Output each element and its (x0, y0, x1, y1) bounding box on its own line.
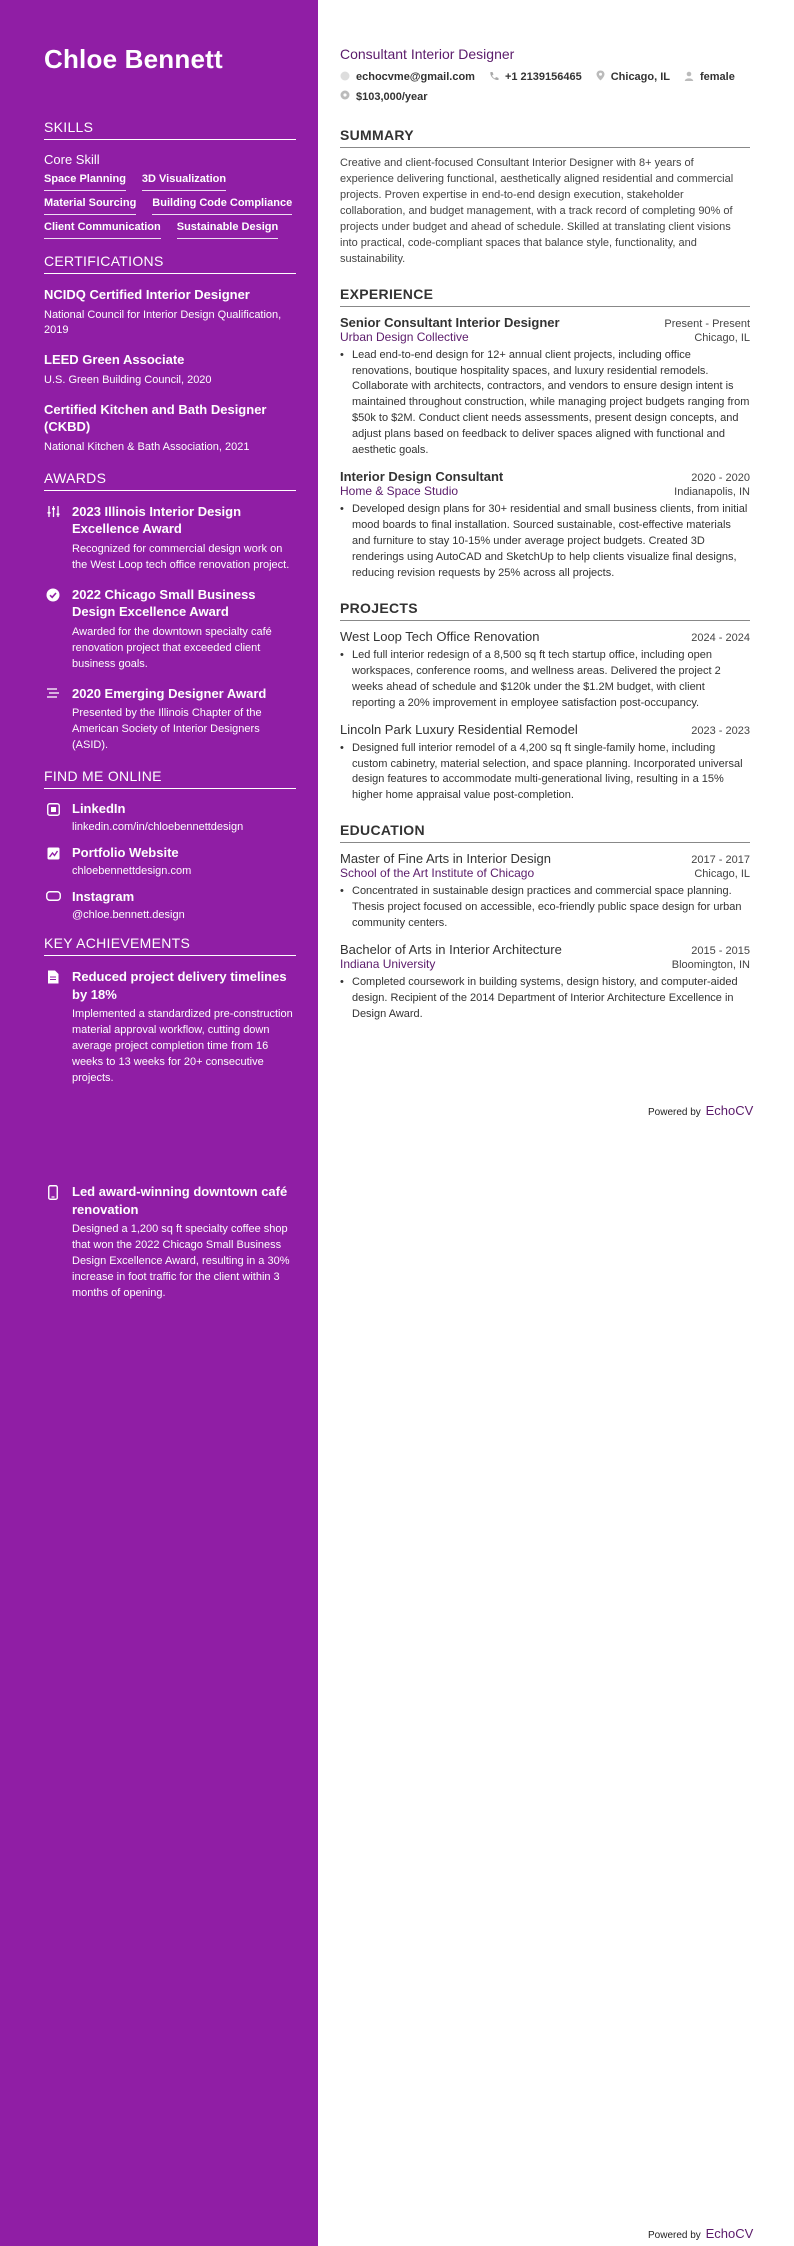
project-item (340, 722, 750, 805)
experience-description: • Developed design plans for 30+ residential and small business clients, from initial mood boards to final installation. Sourced sustainable, cost-effective materials and furniture to stay 10-15% under average project budgets. Created 3D renderings using AutoCAD and SketchUp to help clients visualize final designs, reducing revision requests by 25% across all projects. (340, 502, 750, 582)
award-description: Presented by the Illinois Chapter of the American Society of Interior Designers (ASID). (72, 707, 262, 752)
contact-phone-text: +1 2139156465 (504, 71, 582, 83)
education-location: Chicago, IL (694, 868, 750, 881)
skill-tag: 3D Visualization (142, 173, 226, 191)
certification-org: National Council for Interior Design Qualification, 2019 (44, 308, 282, 337)
check-circle-icon (44, 586, 62, 673)
project-item (340, 629, 750, 712)
project-dates: 2024 - 2024 (691, 631, 750, 644)
experience-location: Indianapolis, IN (674, 486, 750, 499)
location-pin-icon (596, 70, 605, 84)
sliders-icon (44, 503, 62, 574)
project-name: West Loop Tech Office Renovation (340, 628, 540, 644)
contact-gender-text: female (700, 71, 735, 83)
skill-tag: Client Communication (44, 221, 161, 239)
experience-company: Urban Design Collective (340, 329, 469, 344)
certification-org: U.S. Green Building Council, 2020 (44, 373, 212, 386)
main-content (340, 46, 750, 1041)
award-title: 2022 Chicago Small Business Design Excellence Award (72, 586, 256, 620)
echocv-brand[interactable]: EchoCV (705, 1103, 754, 1118)
education-school: School of the Art Institute of Chicago (340, 866, 535, 881)
achievement-item (44, 968, 296, 1087)
online-link-label: Portfolio Website (72, 845, 179, 861)
online-link-label: Instagram (72, 889, 135, 905)
sidebar (0, 0, 318, 2246)
project-description: • Led full interior redesign of a 8,500 sq ft tech startup office, including open workspaces, conference rooms, and wellness areas. Delivered the project 2 weeks ahead of schedule and $120k under the $1.2M budget, with client reporting a 20% improvement in employee satisfaction post-occupancy. (340, 648, 750, 712)
contact-location (596, 70, 670, 84)
experience-dates: Present - Present (664, 317, 750, 330)
skill-tag: Space Planning (44, 173, 126, 191)
achievement-description: Implemented a standardized pre-construction material approval workflow, cutting down average project completion time from 16 weeks to 13 weeks for 20+ consecutive projects. (72, 1008, 293, 1085)
linkedin-icon (44, 801, 62, 833)
portfolio-icon (44, 845, 62, 877)
award-description: Recognized for commercial design work on the West Loop tech office renovation project. (72, 543, 290, 571)
certification-item (44, 286, 296, 339)
education-dates: 2015 - 2015 (691, 945, 750, 958)
email-icon (340, 71, 350, 84)
education-description: • Completed coursework in building systems, design history, and computer-aided design. Recipient of the 2014 Department of Interior Architecture Excellence in Design Award. (340, 975, 750, 1023)
projects-heading: PROJECTS (340, 600, 750, 621)
project-name: Lincoln Park Luxury Residential Remodel (340, 721, 578, 737)
contact-salary (340, 90, 428, 103)
certifications-section (44, 253, 296, 456)
education-section (340, 822, 750, 1023)
summary-section (340, 127, 750, 268)
certification-item (44, 401, 296, 456)
education-description: • Concentrated in sustainable design practices and commercial space planning. Thesis project focused on accessible, eco-friendly public space design for urban community centers. (340, 884, 750, 932)
powered-by-footer (648, 1103, 753, 1118)
online-link-instagram[interactable] (44, 889, 296, 921)
contact-salary-text: $103,000/year (356, 90, 428, 103)
awards-section (44, 470, 296, 754)
online-link-linkedin[interactable] (44, 801, 296, 833)
person-icon (684, 71, 694, 84)
certification-name: Certified Kitchen and Bath Designer (CKBD) (44, 401, 267, 435)
experience-role: Interior Design Consultant (340, 469, 504, 485)
experience-description: • Lead end-to-end design for 12+ annual client projects, including office renovations, boutique hospitality spaces, and luxury residential remodels. Collaborate with architects, contractors, and vendors to ensure design intent is maintained throughout construction, while managing project budgets ranging from $50k to $2M. Conduct client needs assessments, present design concepts, and adjust plans based on feedback to deliver spaces aligned with functional and aesthetic goals. (340, 348, 750, 460)
online-section (44, 768, 296, 921)
contact-email[interactable] (340, 70, 475, 84)
project-dates: 2023 - 2023 (691, 724, 750, 737)
education-location: Bloomington, IN (671, 959, 750, 972)
experience-role: Senior Consultant Interior Designer (340, 314, 560, 330)
candidate-name: Chloe Bennett (44, 44, 223, 74)
experience-company: Home & Space Studio (340, 484, 459, 499)
projects-section (340, 600, 750, 805)
award-title: 2020 Emerging Designer Award (72, 685, 267, 701)
online-link-url[interactable]: @chloe.bennett.design (72, 909, 185, 922)
contact-bar (340, 70, 750, 103)
award-item (44, 503, 296, 574)
skill-group-label: Core Skill (44, 152, 100, 167)
achievement-description: Designed a 1,200 sq ft specialty coffee shop that won the 2022 Chicago Small Business Design Excellence Award, resulting in a 30% increase in foot traffic for the client within 3 months of opening. (72, 1223, 290, 1299)
project-description: • Designed full interior remodel of a 4,200 sq ft single-family home, including custom cabinetry, material selection, and space planning. Incorporated universal design features to accommodate multi-generational living, resulting in a 15% higher home appraisal value post-completion. (340, 741, 750, 805)
contact-gender (684, 70, 735, 84)
education-item (340, 851, 750, 932)
job-title: Consultant Interior Designer (340, 46, 515, 62)
summary-heading: SUMMARY (340, 127, 750, 148)
mobile-icon (44, 1183, 62, 1302)
skill-tags (44, 173, 296, 239)
document-icon (44, 968, 62, 1087)
powered-by-label: Powered by (648, 2230, 701, 2241)
education-item (340, 942, 750, 1023)
contact-location-text: Chicago, IL (610, 71, 670, 83)
education-school: Indiana University (340, 957, 436, 972)
education-degree: Master of Fine Arts in Interior Design (340, 851, 551, 867)
online-link-label: LinkedIn (72, 801, 126, 817)
experience-item (340, 469, 750, 582)
achievement-item (44, 1183, 296, 1302)
phone-icon (489, 71, 499, 84)
award-title: 2023 Illinois Interior Design Excellence Award (72, 503, 242, 537)
achievements-heading: KEY ACHIEVEMENTS (44, 935, 296, 956)
online-link-portfolio[interactable] (44, 845, 296, 877)
education-degree: Bachelor of Arts in Interior Architecture (340, 942, 562, 958)
contact-phone[interactable] (489, 70, 582, 84)
certification-item (44, 351, 296, 388)
powered-by-label: Powered by (648, 1107, 701, 1118)
online-link-url[interactable]: chloebennettdesign.com (72, 865, 192, 878)
experience-dates: 2020 - 2020 (691, 472, 750, 485)
skills-heading: SKILLS (44, 119, 296, 140)
achievement-title: Led award-winning downtown café renovation (72, 1183, 288, 1217)
education-dates: 2017 - 2017 (691, 854, 750, 867)
list-icon (44, 685, 62, 754)
award-item (44, 685, 296, 754)
award-item (44, 586, 296, 673)
skill-tag: Sustainable Design (177, 221, 278, 239)
salary-icon (340, 90, 350, 103)
skill-tag: Material Sourcing (44, 197, 136, 215)
skill-tag: Building Code Compliance (152, 197, 292, 215)
experience-item (340, 315, 750, 460)
certification-name: LEED Green Associate (44, 352, 185, 368)
powered-by-footer (648, 2226, 753, 2241)
experience-location: Chicago, IL (694, 331, 750, 344)
contact-email-text: echocvme@gmail.com (356, 71, 475, 83)
experience-section (340, 286, 750, 582)
award-description: Awarded for the downtown specialty café renovation project that exceeded client business goals. (72, 626, 272, 670)
awards-heading: AWARDS (44, 470, 296, 491)
certification-org: National Kitchen & Bath Association, 2021 (44, 441, 250, 453)
certification-name: NCIDQ Certified Interior Designer (44, 287, 250, 302)
online-heading: FIND ME ONLINE (44, 768, 296, 789)
echocv-brand[interactable]: EchoCV (705, 2226, 754, 2241)
achievements-section (44, 935, 296, 1302)
certifications-heading: CERTIFICATIONS (44, 253, 296, 274)
experience-heading: EXPERIENCE (340, 286, 750, 307)
education-heading: EDUCATION (340, 822, 750, 843)
summary-text: Creative and client-focused Consultant Interior Designer with 8+ years of experience delivering functional, aesthetically aligned residential and commercial projects. Proven expertise in end-to-end design execution, stakeholder collaboration, and budget management, with a track record of completing 90% of projects under budget and ahead of schedule. Skilled at translating client visions into practical, code-compliant spaces that balance style, functionality, and sustainability. (340, 157, 734, 265)
skills-section (44, 119, 296, 239)
online-link-url[interactable]: linkedin.com/in/chloebennettdesign (72, 821, 244, 834)
achievement-title: Reduced project delivery timelines by 18% (72, 969, 287, 1002)
instagram-icon (44, 889, 62, 921)
